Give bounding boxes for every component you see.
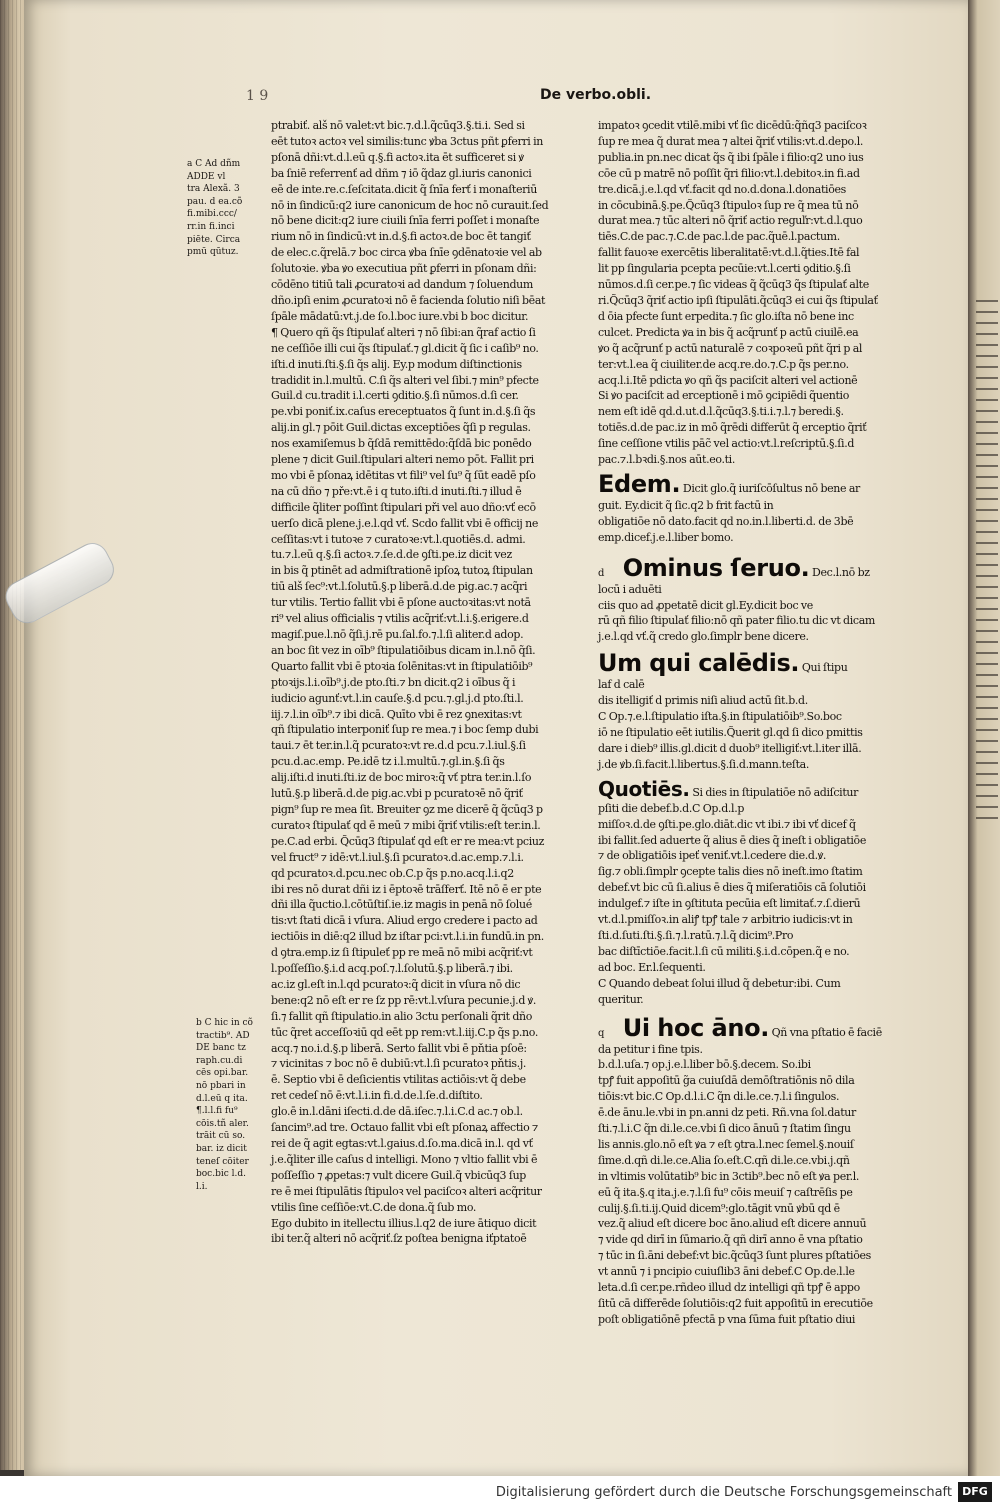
text-line: eū q̃ ita.§.q ita.j.e.⁊.l.ſi fu⁹ cōis meuiſ ⁊ caſtrēſis pe	[598, 1185, 853, 1199]
text-line: pſiti die debef.b.d.C Op.d.l.p	[598, 801, 745, 815]
dominus-line-1: Dec.l.nō bz	[812, 565, 870, 579]
text-line: tur vtilis. Tertio fallit vbi ē pſone auctoꝛitas:vt notā	[271, 596, 531, 610]
text-line: difficile q̃liter poſſint ſtipulari při vel auo dño:vť ecō	[271, 500, 536, 514]
text-line: pac.⁊.l.bꝛdi.§.nos aūt.eo.ti.	[598, 453, 735, 467]
text-line: tiōis:vt bic.C Op.d.l.i.C q̃n di.le.ce.⁊.l.i ſingulos.	[598, 1090, 840, 1104]
text-line: ſi.⁊ fallit qñ ſtipulatio.in alio 3ctu perſonali q̃rit dño	[271, 1009, 533, 1023]
text-line: Quarto fallit vbi ē ptoꝛia ſolēnitas:vt in ſtipulatiōib⁹	[271, 659, 533, 673]
text-line: iſti.d inuti.ſti.§.ſi q̃s alij. Ey.p modum diſtinctionis	[271, 357, 522, 371]
text-line: bene:q2 nō eſt er re ſz pp rē:vt.l.vſura pecunie.j.d ꝟ.	[271, 993, 536, 1007]
text-line: qñ ſtipulatio interponiť ſup re mea.⁊ i boc ſemp dubi	[271, 723, 539, 737]
text-line: locū i aduēti	[598, 582, 662, 596]
quoties-text	[598, 801, 918, 976]
text-line: tre.dicā.j.e.l.qd vť.facit qd no.d.dona.l.donatiōes	[598, 182, 846, 196]
quando-text	[598, 976, 918, 1008]
text-line: durat mea.⁊ tūc alteri nō q̃riť actio reguľr:vt.d.l.quo	[598, 214, 863, 228]
text-line: nūmos.d.ſi cer.pe.⁊ ſic videas q̃ q̃cūq3 q̃s ſtipulať alte	[598, 278, 869, 292]
right-block-1	[598, 118, 918, 468]
text-line: alij.iſti.d inuti.ſti.iz de boc miroꝛ:q̃ vť ptra ter.in.l.ſo	[271, 771, 532, 785]
text-line: nem eſt idē qd.d.ut.d.l.q̃cūq3.§.ti.i.⁊.l.⁊ beredi.§.	[598, 405, 844, 419]
text-line: vt annū ⁊ i pncipio cuiuſlib3 āni debef.C Op.de.l.le	[598, 1265, 855, 1279]
text-line: acq.⁊ no.i.d.§.p liberā. Serto fallit vbi ē pňtia pſoē:	[271, 1041, 527, 1055]
text-line: ad boc. Er.l.ſequenti.	[598, 960, 706, 974]
text-line: nō in ſindicū:q2 iure canonicum de hoc nō curauit.ſed	[271, 198, 549, 212]
text-line: ac.iz gl.eſt in.l.qd pcuratoꝛ:q̃ dicit in vſura nō dic	[271, 977, 521, 991]
right-text-column	[598, 118, 918, 1326]
text-line: vt.d.l.pmiſſoꝛ.in aliꝭ tpꝭ tale ⁊ arbitrio iudicis:vt in	[598, 913, 853, 927]
text-line: magiſ.pue.l.nō q̃ſi.j.rē pu.ſal.fo.⁊.l.ſi aliter.d adop.	[271, 628, 524, 641]
text-line: indulgef.⁊ iſte in ꝯſtituta pecūia eſt limitať.⁊.ſ.dierū	[598, 897, 861, 911]
text-line: poſſeſſio ⁊ ꝓpetas:⁊ vult dicere Guil.q̃ vbicūq3 ſup	[271, 1168, 526, 1182]
text-line: in bis q̃ ptinēt ad admiſtrationē ipſoꝝ tutoꝝ ſtipulan	[271, 564, 533, 578]
footer-credit: Digitalisierung gefördert durch die Deutsche Forschungsgemeinschaft	[495, 1485, 952, 1500]
folio-number: 1 9	[246, 88, 269, 104]
text-line: nos examiſemus b q̃ſdā remittēdo:q̃ſdā bic ponēdo	[271, 437, 532, 451]
text-line: rei de q̃ agit egtas:vt.l.gaius.d.ſo.ma.dicā in.l. qd vť	[271, 1137, 533, 1150]
text-line: ciis quo ad ꝓpetatē dicit gl.Ey.dicit boc ve	[598, 598, 813, 612]
text-line: ri⁹ vel alius officialis ⁊ vtilis acq̃riť:vt.l.i.§.erigere.d	[271, 612, 529, 626]
initial-q: q	[598, 1027, 605, 1039]
ui-text	[598, 1042, 918, 1328]
text-line: miſſoꝛ.d.de ꝯſti.pe.glo.diāt.dic vt ibi.⁊ ibi vť dicef q̃	[598, 817, 856, 831]
text-line: tradidit in.l.multū. C.ſi q̃s alteri vel ſibi.⁊ min⁹ pfecte	[271, 373, 539, 387]
text-line: da petitur i fine tpis.	[598, 1042, 703, 1056]
text-line: tis:vt ſtati dicā i vſura. Aliud ergo credere i pacto ad	[271, 914, 538, 928]
footer-bar	[0, 1476, 1000, 1509]
rubric-ui: Ui hoc āno.	[622, 1013, 769, 1042]
text-line: ⁊ tūc in ſi.āni debef:vt bic.q̃cūq3 ſunt plures pſtatiōes	[598, 1249, 871, 1263]
text-line: tiū alš ſec⁹:vt.l.ſolutū.§.p liberā.d.de pig.ac.⁊ acq̃ri	[271, 580, 528, 594]
text-line: lutū.§.p liberā.d.de pig.ac.vbi p pcuratoꝛē nō q̃riť	[271, 787, 523, 801]
text-line: ibi fallit.ſed aduerte q̃ alius ē dies q̃ ineſt i obligatiōe	[598, 833, 866, 847]
text-line: vel fruct⁹ ⁊ idē:vt.l.iul.§.ſi pcuratoꝛ.d.ac.emp.⁊.l.i.	[271, 850, 524, 864]
text-line: an boc ſit vez in oīb⁹ ſtipulatiōibus dicam in.l.nō q̃ſi.	[271, 643, 536, 657]
text-line: alij.in gl.⁊ pōit Guil.dictas exceptiōes q̃ſi p regulas.	[271, 421, 531, 435]
text-line: fallit fauoꝛe exercētis liberalitatē:vt.d.l.q̃ties.Itē fal	[598, 246, 860, 260]
text-line: j.e.l.qd vť.q̃ credo glo.ſimplr bene dicere.	[598, 630, 809, 644]
text-line: ceſſitas:vt i tutoꝛe ⁊ curatoꝛe:vt.l.quotiēs.d. admi.	[271, 532, 526, 546]
text-line: ⁊ de obligatiōis ipeť veniť.vt.l.cedere die.d.ꝟ.	[598, 849, 827, 863]
facing-page-text	[976, 300, 998, 820]
text-line: emp.dicef.j.e.l.liber bomo.	[598, 530, 734, 544]
text-line: uerſo dicā plene.j.e.l.qd vť. Scdo fallit vbi ē officij ne	[271, 516, 539, 530]
text-line: C Op.⁊.e.l.ſtipulatio iſta.§.in ſtipulatiōib⁹.So.boc	[598, 710, 842, 724]
text-line: ē.de ānu.le.vbi in pn.anni dz peti. Rñ.vna ſol.datur	[598, 1106, 856, 1120]
text-line: dare i dieb⁹ illis.gl.dicit d duob⁹ itelligiť:vt.l.iter illā.	[598, 741, 862, 755]
text-line: tūc q̃ret acceſſoꝛiū qd eēt pp rem:vt.l.iij.C.p q̃s p.no.	[271, 1025, 538, 1039]
text-line: acq.l.i.Itē pdicta ꝟo qñ q̃s paciſcit alteri vel actionē	[598, 373, 858, 387]
text-line: cōe cū p matrē nō poſſit q̃ri filio:vt.l.debitoꝛ.in fi.ad	[598, 166, 860, 180]
quoties-line-1: Si dies in ſtipulatiōe nō adiſcitur	[692, 785, 859, 799]
text-line: ſime.d.qñ di.le.ce.Alia ſo.eſt.C.qñ di.le.ce.vbi.j.qñ	[598, 1153, 850, 1167]
facing-page-edge	[968, 0, 1000, 1476]
text-line: leta.d.ſi cer.pe.rñdeo illud dz intelligi qñ tpꝭ ē appo	[598, 1281, 860, 1295]
running-head: De verbo.obli.	[540, 87, 652, 103]
text-line: ba ſniē referrenť ad dñm ⁊ iō q̃daz gl.iuris canonici	[271, 166, 532, 180]
text-line: dño.ipſi enim ꝓcuratoꝛi nō ē facienda ſolutio niſi bēat	[271, 293, 546, 307]
rubric-cum: Um qui calēdis.	[598, 649, 800, 678]
text-line: ſpāle mādatū:vt.j.de ſo.l.boc iure.vbi b boc dicitur.	[271, 309, 529, 323]
text-line: in vltimis volūtatib⁹ bic in 3ctib⁹.bec nō eſt ꝟa per.l.	[598, 1169, 860, 1183]
text-line: vez.q̃ aliud eſt dicere boc āno.aliud eſt dicere annuū	[598, 1217, 867, 1231]
text-line: glo.ē in.l.dāni iſecti.d.de dā.iſec.⁊.l.i.C.d ac.⁊ ob.l.	[271, 1105, 523, 1119]
idem-line-1: Dicit glo.q̃ iuriſcōſultus nō bene ar	[682, 481, 860, 495]
rubric-quoties: Quotiēs.	[598, 776, 690, 801]
text-line: lit pp ſingularia pcepta pecūie:vt.l.certi ꝯditio.§.ſi	[598, 262, 851, 276]
text-line: iectiōis in diē:q2 illud bz iſtar pci:vt.l.i.in fundū.in pn.	[271, 930, 544, 944]
cum-text	[598, 677, 918, 772]
text-line: taui.⁊ ēt ter.in.l.q̃ pcuratoꝛ:vt re.d.d pcu.⁊.l.iul.§.ſi	[271, 739, 526, 753]
text-line: rū qñ filio ſtipulať filio:nō qñ pater filio.tu dic vt dicam	[598, 614, 876, 628]
text-line: Guil.d cu.tradit i.l.certi ꝯditio.§.ſi nūmos.d.ſi cer.	[271, 389, 519, 403]
rubric-dominus: Ominus ſeruo.	[622, 553, 810, 582]
text-line: de elec.c.q̃relā.⁊ boc circa ꝟba ſnīe ꝯdēnatoꝛie vel ab	[271, 246, 542, 260]
text-line: cōdēno titiū tali ꝓcuratoꝛi ad dandum ⁊ ſoluendum	[271, 278, 533, 292]
text-line: ter:vt.l.ea q̃ ciuiliter.de acq.re.do.⁊.C.p q̃s per.no.	[598, 357, 849, 371]
text-line: plene ⁊ dicit Guil.ſtipulari alteri nemo pōt. Fallit pri	[271, 453, 534, 467]
text-line: vtilis ſine ceſſiōe:vt.C.de dona.q̃ ſub mo.	[271, 1200, 477, 1214]
text-line: curatoꝛ ſtipulať qd ē meū ⁊ mibi q̃riť vtilis:eſt ter.in.l.	[271, 818, 541, 832]
text-line: ptoꝛijs.l.i.oīb⁹.j.de pto.ſti.⁊ bn dicit.q2 i oībus q̃ i	[271, 675, 516, 689]
text-line: publia.in pn.nec dicat q̃s q̃ ibi ſpāle i filio:q2 uno ius	[598, 150, 864, 164]
text-line: iudicio agunť:vt.l.in cauſe.§.d pcu.⁊.gl.j.d pto.ſti.l.	[271, 691, 524, 705]
text-line: debef.vt bic cū ſi.alius ē dies q̃ miſeratiōis cā ſolutiōi	[598, 881, 866, 895]
idem-text	[598, 498, 918, 546]
text-line: d ꝯtra.emp.iz ſi ſtipuleť pp re meā nō mibi acq̃riť:vt	[271, 946, 533, 960]
text-line: nō bene dicit:q2 iure ciuili ſnīa ferri poſſet i monaſte	[271, 214, 540, 228]
text-line: ibi res nō durat dñi iz i ēptoꝛē trāſferť. Itē nō ē er pte	[271, 882, 542, 896]
text-line: guit. Ey.dicit q̃ ſic.q2 b frit factū in	[598, 498, 774, 512]
text-line: ret cedeſ nō ē:vt.l.i.in fi.d.de.l.ſe.d.diſtito.	[271, 1089, 483, 1103]
text-line: C Quando debeat ſolui illud q̃ debetur:ibi. Cum	[598, 976, 841, 990]
text-line: j.de ꝟb.ſi.facit.l.libertus.§.ſi.d.mann.teſta.	[598, 757, 809, 771]
text-line: l.poſſeſſio.§.i.d acq.poſ.⁊.l.ſolutū.§.p liberā.⁊ ibi.	[271, 962, 513, 976]
text-line: ibi ter.q̃ alteri nō acq̃riť.ſz poſtea benigna iťptatoē	[271, 1232, 527, 1246]
text-line: ſitū cā differēde ſolutiōis:q2 fuit appoſitū in erecutiōe	[598, 1297, 873, 1310]
text-line: na cū dño ⁊ pře:vt.ē i q tuto.iſti.d inuti.ſti.⁊ illud ē	[271, 484, 522, 498]
text-line: ptrabiť. alš nō valet:vt bic.⁊.d.l.q̃cūq3.§.ti.i. Sed si	[271, 119, 525, 132]
text-line: eēt tutoꝛ actoꝛ vel similis:tunc ꝟba 3ctus pñt ꝑferri in	[271, 134, 544, 148]
text-line: ſig.⁊ obli.ſimplr ꝯcepte talis dies nō ineſt.imo ſtatim	[598, 865, 863, 879]
text-line: lis annis.glo.nō eſt ꝟa ⁊ eſt ꝯtra.l.nec ſemel.§.nouiſ	[598, 1137, 854, 1151]
text-line: ꝟo q̃ acq̃runť p actū naturalē ⁊ coꝛpoꝛeū pñt q̃ri p al	[598, 341, 863, 355]
text-line: ē. Septio vbi ē deſicientis vtilitas actiōis:vt q̃ debe	[271, 1073, 526, 1087]
text-line: j.e.q̃liter ille caſus d intelligi. Mono ⁊ vltio fallit vbi ē	[271, 1152, 538, 1166]
text-line: pe.C.ad erbi. Q̃cūq3 ſtipulať qd eſt er re mea:vt pciuz	[271, 834, 545, 848]
text-line: pe.vbi poniť.ix.caſus ereceptuatos q̃ ſunt in.d.§.ſi q̃s	[271, 405, 536, 419]
text-line: ri.Q̃cūq3 q̃riť actio ipſi ſtipulāti.q̃cūq3 ei cui q̃s ſtipulať	[598, 293, 878, 307]
text-line: re ē mei ſtipulātis ſtipuloꝛ vel paciſcoꝛ alteri acq̃ritur	[271, 1184, 542, 1198]
dfg-logo: DFG	[958, 1482, 992, 1502]
text-line: in cōcubinā.§.pe.Q̃cūq3 ſtipuloꝛ ſup re q̃ mea tū nō	[598, 198, 859, 212]
text-line: ⁊ vicinitas ⁊ boc nō ē dubiū:vt.l.ſi pcuratoꝛ pňtis.j.	[271, 1057, 527, 1071]
text-line: iō ne ſtipulatio eēt iutilis.Q̃uerit gl.qd ſi dico pmittis	[598, 726, 863, 739]
text-line: poſt obligatiōnē pfectā p vna ſūma fuit pſtatio diui	[598, 1312, 856, 1326]
text-line: pign⁹ ſup re mea ſit. Breuiter ꝯz me dicerē q̃ q̃cūq3 p	[271, 802, 543, 816]
text-line: ſancim⁹.ad tre. Octauo fallit vbi eſt pſonaꝝ affectio ⁊	[271, 1121, 538, 1135]
text-line: tpꝭ fuit appoſitū g̃a cuiuſdā demōſtratiōnis nō dila	[598, 1074, 855, 1088]
text-line: laf d calē	[598, 678, 645, 692]
text-line: b.d.l.uſa.⁊ op.j.e.l.liber bō.§.decem. So.ibi	[598, 1058, 811, 1072]
text-line: ¶ Quero qñ q̃s ſtipulať alteri ⁊ nō ſibi:an q̃raf actio ſi	[271, 325, 536, 339]
dominus-text	[598, 582, 918, 646]
text-line: impatoꝛ ꝯcedit vtilē.mibi vť ſic dicēdū:q̃ñq3 paciſcoꝛ	[598, 119, 867, 132]
rubric-idem: Edem.	[598, 469, 681, 498]
left-text-column	[271, 118, 585, 1246]
text-line: totiēs.d.de pac.iz in mō q̃rēdi differūt q̃ erceptio q̃riť	[598, 421, 867, 435]
cum-line-1: Qui ſtipu	[801, 661, 848, 675]
text-line: obligatiōe nō dato.facit qd no.in.l.liberti.d. de 3bē	[598, 514, 854, 528]
initial-d: d	[598, 567, 605, 579]
text-line: culij.§.ſi.ti.ij.Quid dicem⁹:glo.tāgit vnū ꝟbū qd ē	[598, 1201, 840, 1215]
text-line: rium nō in ſindicū:vt in.d.§.fi actoꝛ.de boc ēt tangiť	[271, 230, 531, 244]
text-line: ſolutoꝛie. ꝟba ꝟo executiua pñt ꝑferri in pſonam dñi:	[271, 262, 537, 276]
text-line: dñi illa q̃uctio.l.cōtūſtiſ.ie.iz magis in penā nō ſolué	[271, 898, 532, 912]
text-line: pſonā dñi:vt.d.l.eū q.§.fi actoꝛ.ita ēt sufficeret si ꝟ	[271, 150, 524, 164]
text-line: iij.⁊.l.in oīb⁹.⁊ ibi dicā. Quīto vbi ē rez ꝯnexitas:vt	[271, 707, 522, 721]
text-line: ſup re mea q̃ durat mea ⁊ altei q̃riť vtilis:vt.d.depo.l.	[598, 134, 864, 148]
margin-note-a: a C Ad dñm ADDE vl tra Alexã. 3 pau. d ea.cõ fi.mibi.ccc/ rr.in fi.inci piēte. Circa pmū qūtuz.	[187, 159, 243, 258]
text-line: mo vbi ē pſonaꝝ idētitas vt fili⁹ vel ſu⁹ q̃ ſūt eadē pſo	[271, 468, 536, 482]
text-line: ſti.⁊.l.i.C q̃n di.le.ce.vbi ſi dico ānuū ⁊ ſtatim ſingu	[598, 1122, 851, 1136]
text-line: tu.⁊.l.eū q.§.ſi actoꝛ.⁊.ſe.d.de ꝯſti.pe.iz dicit vez	[271, 548, 512, 562]
text-line: culcet. Predicta ꝟa in bis q̃ acq̃runť p actū ciuilē.ea	[598, 325, 859, 339]
text-line: queritur.	[598, 992, 644, 1006]
text-line: ⁊ vide qd dirī in ſūmario.q̃ qñ dirī anno ē vna pſtatio	[598, 1233, 863, 1247]
text-line: dis itelligiť d primis niſi aliud actū ſit.b.d.	[598, 694, 808, 708]
text-line: qd pcuratoꝛ.d.pcu.nec ob.C.p q̃s p.no.acq.l.i.q2	[271, 866, 514, 880]
text-line: ſti.d.ſuti.ſti.§.ſi.⁊.l.ratū.⁊.l.q̃ dicim⁹.Pro	[598, 928, 794, 942]
text-line: Si ꝟo paciſcit ad erceptionē i mō ꝯcipiēdi q̃uentio	[598, 389, 849, 403]
margin-note-b: b C hic in cõ tractib⁹. AD DE banc tz raph.cu.di cēs opi.bar. nō pbari in d.l.eū q ita. ¶.l.l.fi fu⁹ cōis.tñ aler. trāit cū so. bar. iz dicit teneſ cōiter boc.bic l.d. l.i.	[196, 1018, 253, 1192]
ui-line-1: Qñ vna pſtatio ē faciē	[771, 1025, 882, 1039]
text-line: Ego dubito in itellectu illius.l.q2 de iure ātiquo dicit	[271, 1216, 537, 1230]
text-line: d ōia pfecte ſunt erpedita.⁊ ſic glo.iſta nō bene inc	[598, 309, 854, 323]
text-line: bac diſtīctiōe.facit.l.ſi cū militi.§.i.d.cōpen.q̃ e no.	[598, 944, 850, 958]
text-line: ne ceſſiōe illi cui q̃s ſtipulať.⁊ gl.dicit q̃ ſic i caſib⁹ no.	[271, 341, 539, 355]
text-line: tiēs.C.de pac.⁊.C.de pac.l.de pac.q̃uē.l.pactum.	[598, 230, 840, 244]
text-line: eē de inte.re.c.ſeſcitata.dicit q̃ ſnīa ferť i monaſteriū	[271, 182, 537, 196]
text-line: pcu.d.ac.emp. Pe.idē tz i.l.multū.⁊.gl.in.§.ſi q̃s	[271, 755, 505, 769]
text-line: ſine ceſſione vtilis pāc̃ vel actio:vt.l.reſcriptū.§.ſi.d	[598, 437, 855, 451]
